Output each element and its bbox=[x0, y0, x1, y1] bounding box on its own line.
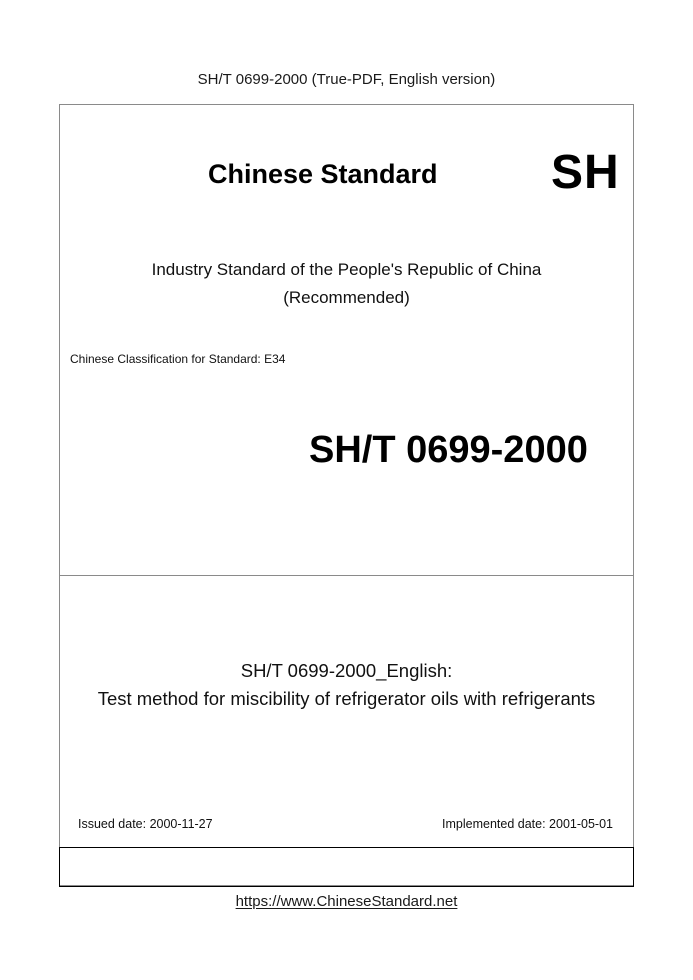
cover-frame bbox=[59, 104, 634, 886]
recommended-line: (Recommended) bbox=[283, 288, 410, 307]
section-divider bbox=[60, 575, 633, 576]
implemented-date: Implemented date: 2001-05-01 bbox=[442, 817, 613, 831]
code-mark: SH bbox=[551, 146, 620, 199]
english-title-line2: Test method for miscibility of refrigerator oils with refrigerants bbox=[97, 688, 596, 709]
standard-number: SH/T 0699-2000 bbox=[309, 429, 588, 471]
empty-bottom-box bbox=[59, 847, 634, 887]
english-title-line1: SH/T 0699-2000_English: bbox=[240, 660, 453, 681]
document-header-caption: SH/T 0699-2000 (True-PDF, English version) bbox=[197, 71, 496, 88]
website-link[interactable]: https://www.ChineseStandard.net bbox=[235, 893, 458, 910]
cover-heading: Chinese Standard bbox=[208, 159, 438, 189]
classification-text: Chinese Classification for Standard: E34 bbox=[70, 352, 286, 366]
industry-standard-line: Industry Standard of the People's Republic of China bbox=[151, 260, 542, 279]
issued-date: Issued date: 2000-11-27 bbox=[78, 817, 213, 831]
